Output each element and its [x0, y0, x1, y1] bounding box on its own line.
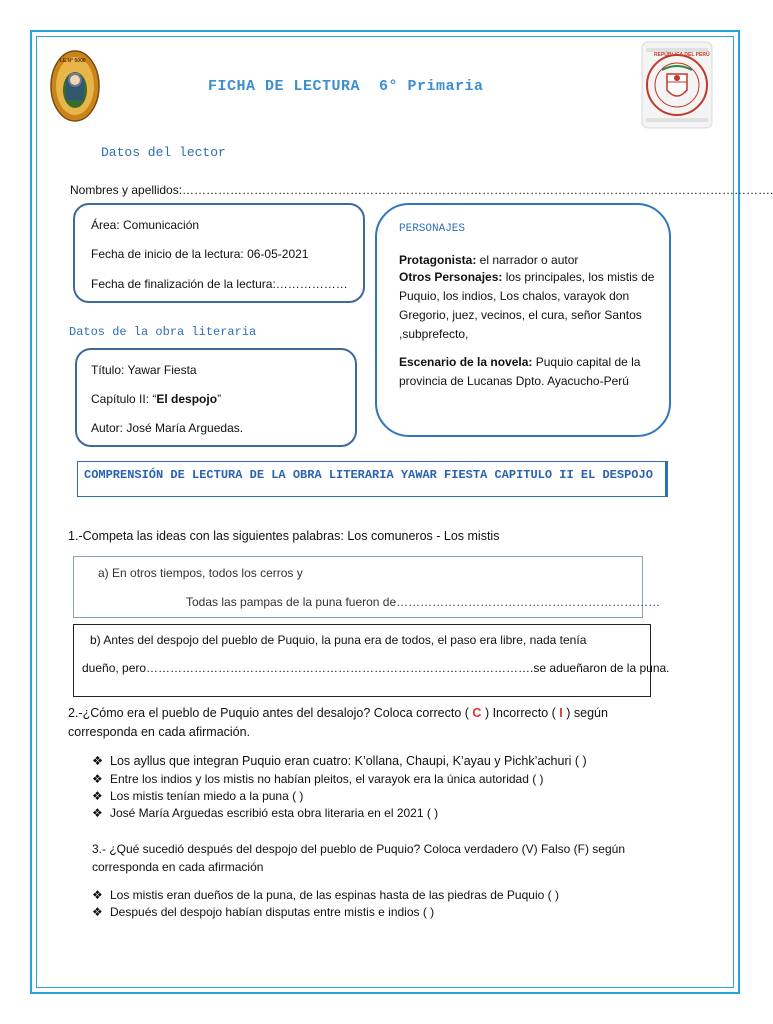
work-author: Autor: José María Arguedas. — [91, 421, 244, 435]
setting-label: Escenario de la novela: — [399, 355, 533, 369]
q3-item[interactable] — [92, 887, 712, 904]
setting — [399, 353, 655, 391]
school-logo-text: I.E.N° 5008 — [60, 58, 86, 64]
banner-text: COMPRENSIÓN DE LECTURA DE LA OBRA LITERARIA YAWAR FIESTA CAPITULO II EL DESPOJO — [84, 468, 653, 482]
q2-prompt-line2: corresponda en cada afirmación. — [68, 725, 251, 739]
q3-item-text: Los mistis eran dueños de la puna, de las espinas hasta de las piedras de Puquio ( ) — [110, 888, 559, 902]
end-date-field[interactable]: Fecha de finalización de la lectura:……………… — [91, 277, 348, 291]
q2-list — [92, 752, 712, 822]
q1-b-line1: b) Antes del despojo del pueblo de Puquio, la puna era de todos, el paso era libre, nada tenía — [90, 633, 587, 647]
chapter-prefix: Capítulo II: “ — [91, 392, 157, 406]
q2-item-text: José María Arguedas escribió esta obra literaria en el 2021 ( ) — [110, 806, 439, 820]
protagonist-label: Protagonista: — [399, 253, 477, 267]
comprehension-banner — [77, 461, 668, 497]
q1-a-line2[interactable]: Todas las pampas de la puna fueron de………………………………………………………… — [186, 595, 661, 609]
characters-box — [375, 203, 671, 437]
seal-text: REPÚBLICA DEL PERÚ — [654, 52, 710, 58]
work-section-label: Datos de la obra literaria — [69, 325, 257, 339]
q2-item-text: Los mistis tenían miedo a la puna ( ) — [110, 789, 304, 803]
work-box — [75, 348, 357, 447]
q3-prompt-line2: corresponda en cada afirmación — [92, 860, 264, 874]
q2-item-lead: Los — [110, 754, 131, 768]
q2-prompt-post: ) según — [566, 706, 608, 720]
name-field[interactable]: Nombres y apellidos:…………………………………………………………………………………………………………………………………. — [70, 183, 773, 197]
start-date: Fecha de inicio de la lectura: 06-05-2021 — [91, 247, 309, 261]
bullet-diamond-icon: ❖ — [92, 888, 103, 902]
others-label: Otros Personajes: — [399, 270, 503, 284]
reading-dates-box — [73, 203, 365, 303]
bullet-diamond-icon: ❖ — [92, 806, 103, 820]
q2-prompt-pre: 2.-¿Cómo era el pueblo de Puquio antes del desalojo? Coloca correcto ( — [68, 706, 469, 720]
q2-prompt — [68, 705, 608, 721]
q3-list — [92, 887, 712, 921]
correct-mark: C — [472, 706, 482, 720]
q2-item-text: ayllus que integran Puquio eran cuatro: K’ollana, Chaupi, K’ayau y Pichk’achuri ( ) — [130, 754, 587, 768]
q1-a-line1: a) En otros tiempos, todos los cerros y — [98, 566, 303, 580]
q3-prompt-line1: 3.- ¿Qué sucedió después del despojo del pueblo de Puquio? Coloca verdadero (V) Falso (F) según — [92, 842, 625, 856]
q3-item-text: Después del despojo habían disputas entre mistis e indios ( ) — [110, 905, 435, 919]
bullet-diamond-icon: ❖ — [92, 772, 103, 786]
work-title: Título: Yawar Fiesta — [91, 363, 197, 377]
q2-item-text: Entre los indios y los mistis no habían pleitos, el varayok era la única autoridad ( ) — [110, 772, 544, 786]
reader-section-label: Datos del lector — [101, 145, 226, 160]
q2-item[interactable] — [92, 788, 712, 805]
q2-item[interactable] — [92, 771, 712, 788]
page-title: FICHA DE LECTURA 6° Primaria — [208, 78, 484, 95]
others-value: los principales, los mistis de Puquio, los indios, Los chalos, varayok don Gregorio, juez, vecinos, el cura, señor Santos ,subprefecto, — [399, 270, 655, 341]
q3-item[interactable] — [92, 904, 712, 921]
bullet-diamond-icon: ❖ — [92, 789, 103, 803]
q1-a-box — [73, 556, 661, 618]
bullet-diamond-icon: ❖ — [92, 754, 104, 768]
peru-seal — [640, 40, 714, 130]
chapter-name: El despojo — [156, 392, 218, 406]
other-characters — [399, 268, 655, 344]
chapter-suffix: ” — [217, 392, 222, 406]
q1-b-line2[interactable]: dueño, pero…………………………………………………………………………………….se adueñaron de la puna. — [82, 661, 670, 675]
work-chapter — [91, 391, 221, 407]
q1-prompt: 1.-Competa las ideas con las siguientes palabras: Los comuneros - Los mistis — [68, 529, 500, 543]
bullet-diamond-icon: ❖ — [92, 905, 103, 919]
characters-heading: PERSONAJES — [399, 223, 466, 235]
area-label: Área: Comunicación — [91, 218, 200, 232]
q2-item[interactable] — [92, 752, 712, 771]
q2-prompt-mid: ) Incorrecto ( — [484, 706, 556, 720]
q2-item[interactable] — [92, 805, 712, 822]
q1-b-box — [73, 624, 670, 697]
school-logo — [50, 50, 100, 122]
setting-value: Puquio capital de la provincia de Lucanas Dpto. Ayacucho-Perú — [399, 355, 641, 388]
incorrect-mark: I — [559, 706, 563, 720]
protagonist-value: el narrador o autor — [476, 253, 579, 267]
